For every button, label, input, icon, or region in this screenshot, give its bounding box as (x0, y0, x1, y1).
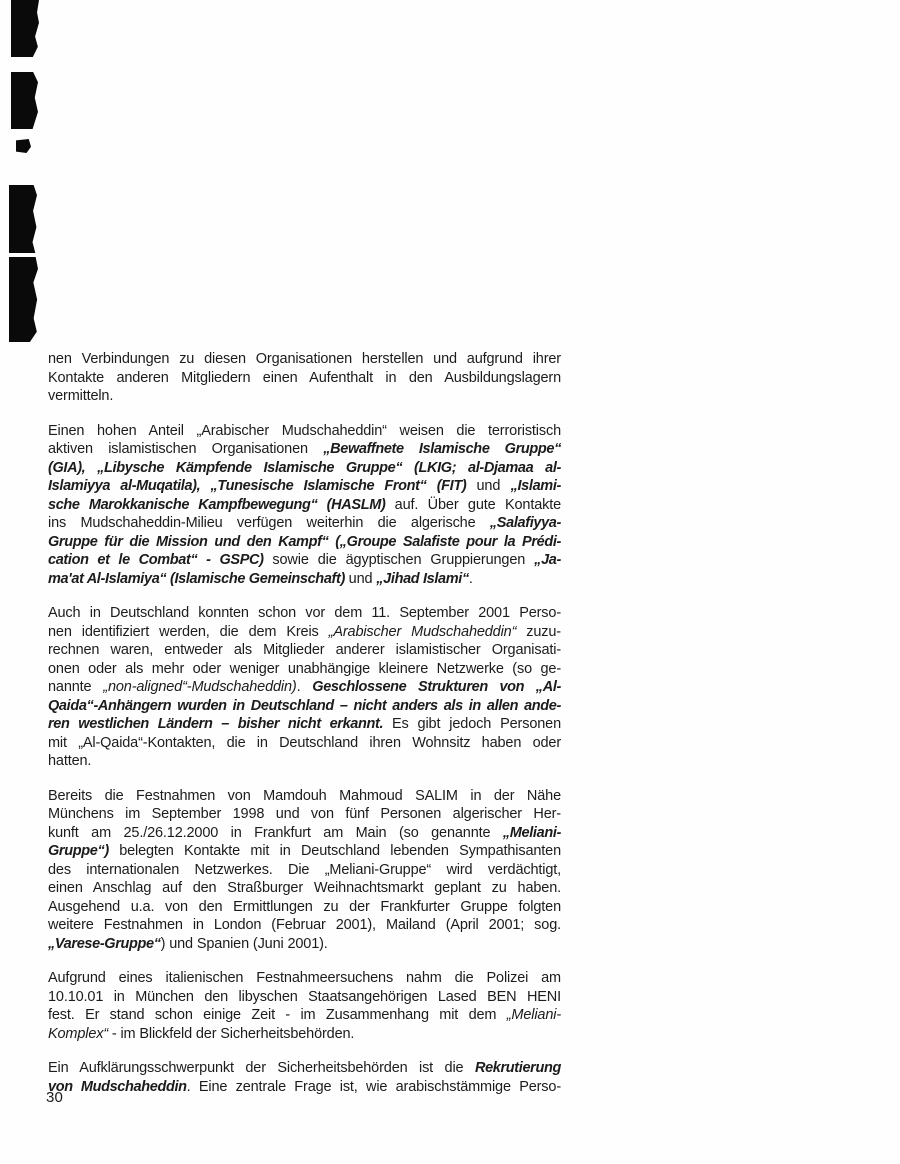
text-segment: Bereits die Festnahmen von Mamdouh Mahmoud SALIM in der Nähe (48, 787, 561, 804)
text-segment: sche Marokkanische Kampfbewegung“ (HASLM) (48, 496, 395, 513)
text-segment: onen oder als mehr oder weniger unabhängige kleinere Netzwerke (so ge- (48, 660, 561, 677)
text-segment: auf. Über gute Kontakte (394, 496, 561, 513)
text-segment: „Meliani- (506, 1007, 561, 1023)
text-segment: . (296, 679, 313, 695)
text-line (48, 641, 561, 660)
text-line (48, 805, 561, 824)
text-line (48, 898, 561, 917)
text-line (48, 440, 561, 459)
text-line (48, 734, 561, 753)
text-segment: ins Mudschaheddin-Milieu verfügen weiterhin die algerische (48, 515, 490, 531)
text-segment: mit „Al-Qaida“-Kontakten, die in Deutschland ihren Wohnsitz haben oder (48, 734, 561, 751)
text-segment: Einen hohen Anteil „Arabischer Mudschaheddin“ weisen die terroristisch (48, 422, 561, 439)
text-segment: vermitteln. (48, 388, 114, 404)
text-segment: Aufgrund eines italienischen Festnahmeersuchens nahm die Polizei am (48, 970, 561, 986)
text-segment: sowie die ägyptischen Gruppierungen (272, 552, 535, 568)
scan-artifact (11, 0, 39, 57)
text-segment: Islamiyya al-Muqatila), „Tunesische Islamische Front“ (FIT) (48, 478, 477, 494)
text-line (48, 660, 561, 679)
text-segment: und (476, 478, 511, 494)
text-segment: aktiven islamistischen Organisationen (48, 441, 324, 457)
paragraph (48, 787, 561, 954)
text-segment: und (348, 570, 377, 587)
text-segment: fest. Er stand schon einige Zeit - im Zusammenhang mit dem (48, 1007, 507, 1023)
paragraph (48, 604, 561, 771)
text-line (48, 496, 561, 515)
text-segment: Ein Aufklärungsschwerpunkt der Sicherheitsbehörden ist die (48, 1060, 475, 1076)
text-segment: Komplex“ (48, 1025, 112, 1042)
text-line (48, 916, 561, 935)
text-segment: . (468, 570, 473, 587)
text-segment: Gruppe“) (48, 843, 109, 859)
text-segment: Ausgehend u.a. von den Ermittlungen zu der Frankfurter Gruppe folgten (48, 898, 561, 915)
text-segment: Kontakte anderen Mitgliedern einen Aufenthalt in den Ausbildungslagern (48, 369, 561, 386)
text-segment: „Jihad Islami“ (376, 570, 469, 587)
text-segment: (GIA), „Libysche Kämpfende Islamische Gruppe“ (LKIG; al-Djamaa al- (48, 459, 561, 476)
scan-artifact (11, 72, 38, 129)
text-segment: „Islami- (510, 478, 561, 494)
text-line (48, 935, 561, 954)
text-line (48, 514, 561, 533)
text-line (48, 752, 561, 771)
text-line (48, 533, 561, 552)
text-segment: weitere Festnahmen in London (Februar 2001), Mailand (April 2001; sog. (48, 917, 561, 933)
text-line (48, 1078, 561, 1097)
scan-artifact (9, 185, 37, 253)
text-line (48, 422, 561, 441)
text-segment: von Mudschaheddin (48, 1078, 187, 1095)
text-segment: nen identifiziert werden, die dem Kreis (48, 623, 329, 640)
text-line (48, 459, 561, 478)
scan-artifact (9, 257, 38, 342)
text-segment: nannte (48, 679, 104, 695)
text-column (48, 350, 561, 1096)
text-line (48, 369, 561, 388)
text-line (48, 787, 561, 806)
text-line (48, 551, 561, 570)
text-segment: ren westlichen Ländern – bisher nicht erkannt. (48, 716, 392, 732)
text-segment: - im Blickfeld der Sicherheitsbehörden. (111, 1025, 355, 1042)
text-line (48, 1025, 561, 1044)
scan-artifact (16, 139, 31, 153)
text-line (48, 715, 561, 734)
text-line (48, 1059, 561, 1078)
text-line (48, 350, 561, 369)
text-segment: des internationalen Netzwerkes. Die „Meliani-Gruppe“ wird verdächtigt, (48, 861, 561, 878)
text-line (48, 697, 561, 716)
text-segment: ) und Spanien (Juni 2001). (160, 935, 328, 952)
paragraph (48, 350, 561, 406)
text-segment: belegten Kontakte mit in Deutschland lebenden Sympathisanten (108, 843, 561, 859)
text-segment: „Bewaffnete Islamische Gruppe“ (323, 441, 562, 457)
text-segment: Münchens im September 1998 und von fünf Personen algerischer Her- (48, 806, 561, 822)
text-segment: hatten. (48, 753, 92, 769)
text-segment: 10.10.01 in München den libyschen Staatsangehörigen Lased BEN HENI (48, 988, 561, 1005)
text-segment: „Arabischer Mudschaheddin“ (328, 623, 527, 640)
paragraph (48, 422, 561, 589)
text-segment: „Ja- (534, 552, 561, 568)
text-segment: „Varese-Gruppe“ (48, 935, 161, 952)
text-line (48, 824, 561, 843)
text-segment: Rekrutierung (474, 1060, 561, 1076)
text-line (48, 678, 561, 697)
text-line (48, 842, 561, 861)
page-number: 30 (46, 1089, 64, 1106)
text-segment: Qaida“-Anhängern wurden in Deutschland – nicht anders als in allen ande- (48, 697, 561, 714)
text-segment: . Eine zentrale Frage ist, wie arabischstämmige Perso- (186, 1078, 561, 1095)
text-segment: „Meliani- (502, 824, 561, 841)
paragraph (48, 969, 561, 1043)
text-line (48, 988, 561, 1007)
text-line (48, 879, 561, 898)
text-segment: Es gibt jedoch Personen (391, 716, 561, 732)
text-line (48, 623, 561, 642)
text-segment: rechnen waren, entweder als Mitglieder anderer islamistischer Organisati- (48, 642, 561, 658)
text-line (48, 861, 561, 880)
text-segment: nen Verbindungen zu diesen Organisationen herstellen und aufgrund ihrer (48, 351, 561, 367)
text-segment: Geschlossene Strukturen von „Al- (312, 679, 561, 695)
text-segment: cation et le Combat“ - GSPC) (48, 552, 273, 568)
text-segment: zuzu- (526, 623, 561, 640)
text-segment: „non-aligned“-Mudschaheddin) (103, 679, 297, 695)
text-line (48, 604, 561, 623)
text-segment: Auch in Deutschland konnten schon vor dem 11. September 2001 Perso- (48, 605, 561, 621)
text-segment: kunft am 25./26.12.2000 in Frankfurt am Main (so genannte (48, 824, 503, 841)
text-line (48, 969, 561, 988)
text-line (48, 387, 561, 406)
text-line (48, 570, 561, 589)
text-line (48, 1006, 561, 1025)
paragraph (48, 1059, 561, 1096)
text-line (48, 477, 561, 496)
text-segment: „Salafiyya- (489, 515, 561, 531)
text-segment: einen Anschlag auf den Straßburger Weihnachtsmarkt geplant zu haben. (48, 880, 561, 896)
text-segment: Gruppe für die Mission und den Kampf“ („Groupe Salafiste pour la Prédi- (48, 533, 561, 550)
text-segment: ma'at Al-Islamiya“ (Islamische Gemeinschaft) (48, 570, 349, 587)
